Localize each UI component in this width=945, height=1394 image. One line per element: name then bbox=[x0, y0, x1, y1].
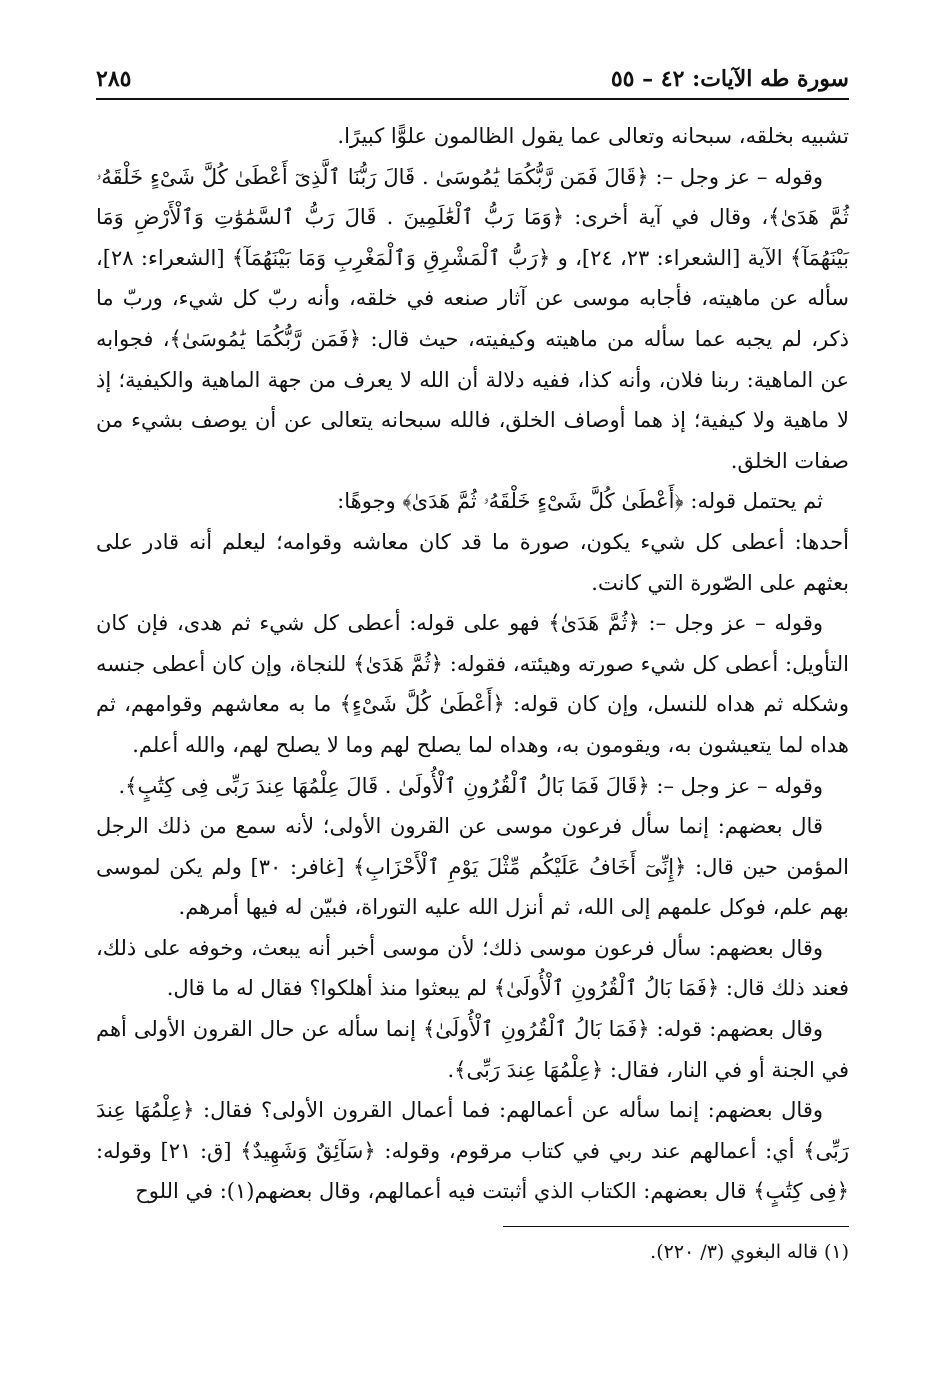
paragraph: ثم يحتمل قوله: ﴿أَعْطَىٰ كُلَّ شَىْءٍ خَلْقَهُۥ ثُمَّ هَدَىٰ﴾ وجوهًا: bbox=[337, 489, 823, 514]
header-title: سورة طه الآيات: ٤٢ – ٥٥ bbox=[610, 66, 849, 92]
main-text bbox=[96, 116, 849, 1212]
paragraph: وقوله – عز وجل –: ﴿قَالَ فَمَا بَالُ ٱلْقُرُونِ ٱلْأُولَىٰ . قَالَ عِلْمُهَا عِندَ رَبِّى فِى كِتَٰبٍ﴾. bbox=[118, 773, 823, 798]
page-number: ٢٨٥ bbox=[96, 66, 132, 92]
paragraph: قال بعضهم: إنما سأل فرعون موسى عن القرون الأولى؛ لأنه سمع من ذلك الرجل المؤمن حين قال: ﴿إِنِّىٓ أَخَافُ عَلَيْكُم مِّثْلَ يَوْمِ ٱلْأَحْزَابِ﴾ [غافر: ٣٠] ولم يكن لموسى بهم علم، فوكل علمهم إلى الله، ثم أنزل الله عليه التوراة، فبيّن له فيها أمرهم. bbox=[96, 814, 849, 920]
running-header bbox=[96, 58, 849, 92]
paragraph: أحدها: أعطى كل شيء يكون، صورة ما قد كان معاشه وقوامه؛ ليعلم أنه قادر على بعثهم على الصّورة التي كانت. bbox=[96, 529, 849, 595]
header-rule bbox=[96, 98, 849, 100]
paragraph: وقوله – عز وجل –: ﴿قَالَ فَمَن رَّبُّكُمَا يَٰمُوسَىٰ . قَالَ رَبُّنَا ٱلَّذِىٓ أَعْطَىٰ كُلَّ شَىْءٍ خَلْقَهُۥ ثُمَّ هَدَىٰ﴾، وقال في آية أخرى: ﴿وَمَا رَبُّ ٱلْعَٰلَمِينَ . قَالَ رَبُّ ٱلسَّمَٰوَٰتِ وَٱلْأَرْضِ وَمَا بَيْنَهُمَآ﴾ الآية [الشعراء: ٢٣، ٢٤]، و ﴿رَبُّ ٱلْمَشْرِقِ وَٱلْمَغْرِبِ وَمَا بَيْنَهُمَآ﴾ [الشعراء: ٢٨]، سأله عن ماهيته، فأجابه موسى عن آثار صنعه في خلقه، وأنه ربّ كل شيء، وربّ ما ذكر، لم يجبه عما سأله من ماهيته وكيفيته، حيث قال: ﴿فَمَن رَّبُّكُمَا يَٰمُوسَىٰ﴾، فجوابه عن الماهية: ربنا فلان، وأنه كذا، ففيه دلالة أن الله لا يعرف من جهة الماهية والكيفية؛ إذ لا ماهية ولا كيفية؛ إذ هما أوصاف الخلق، فالله سبحانه يتعالى عن أن يوصف بشيء من صفات الخلق. bbox=[96, 164, 849, 473]
paragraph: وقوله – عز وجل –: ﴿ثُمَّ هَدَىٰ﴾ فهو على قوله: أعطى كل شيء ثم هدى، فإن كان التأويل: أعطى كل شيء صورته وهيئته، فقوله: ﴿ثُمَّ هَدَىٰ﴾ للنجاة، وإن كان أعطى جنسه وشكله ثم هداه للنسل، وإن كان قوله: ﴿أَعْطَىٰ كُلَّ شَىْءٍ﴾ ما به معاشهم وقوامهم، ثم هداه لما يتعيشون به، ويقومون به، وهداه لما يصلح لهم وما لا يصلح لهم، والله أعلم. bbox=[96, 611, 849, 757]
paragraph: وقال بعضهم: سأل فرعون موسى ذلك؛ لأن موسى أخبر أنه يبعث، وخوفه على ذلك، فعند ذلك قال: ﴿فَمَا بَالُ ٱلْقُرُونِ ٱلْأُولَىٰ﴾ لم يبعثوا منذ أهلكوا؟ فقال له ما قال. bbox=[96, 935, 849, 1001]
footnote: (١) قاله البغوي (٣/ ٢٢٠). bbox=[650, 1241, 849, 1264]
paragraph: تشبيه بخلقه، سبحانه وتعالى عما يقول الظالمون علوًّا كبيرًا. bbox=[337, 124, 849, 148]
paragraph: وقال بعضهم: إنما سأله عن أعمالهم: فما أعمال القرون الأولى؟ فقال: ﴿عِلْمُهَا عِندَ رَبِّى﴾ أي: أعمالهم عند ربي في كتاب مرقوم، وقوله: ﴿سَآئِقٌ وَشَهِيدٌ﴾ [ق: ٢١] وقوله: ﴿فِى كِتَٰبٍ﴾ قال بعضهم: الكتاب الذي أثبتت فيه أعمالهم، وقال بعضهم(١): في اللوح bbox=[96, 1098, 849, 1204]
footnote-rule bbox=[503, 1226, 849, 1227]
paragraph: وقال بعضهم: قوله: ﴿فَمَا بَالُ ٱلْقُرُونِ ٱلْأُولَىٰ﴾ إنما سأله عن حال القرون الأولى أهم في الجنة أو في النار، فقال: ﴿عِلْمُهَا عِندَ رَبِّى﴾. bbox=[96, 1017, 849, 1082]
